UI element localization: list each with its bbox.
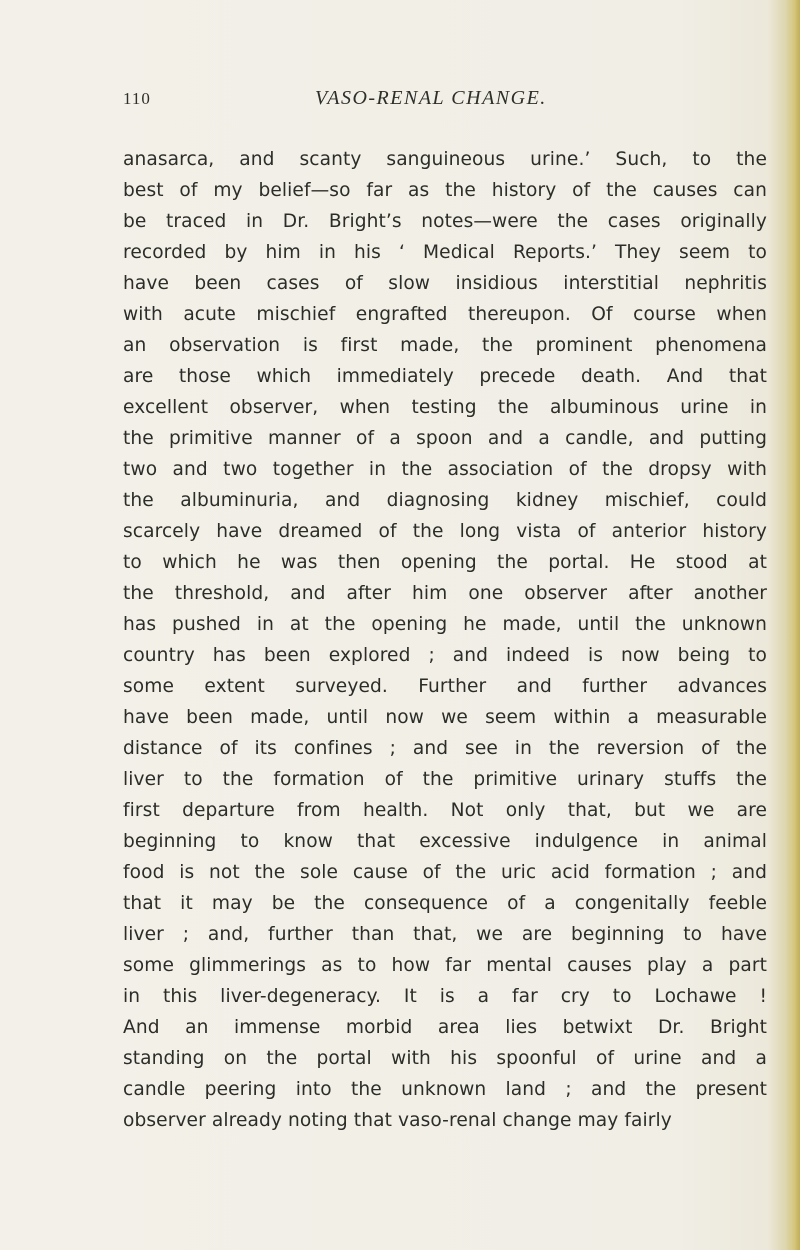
text-line: standing on the portal with his spoonful of urine and a [123, 1048, 767, 1069]
text-line: the albuminuria, and diagnosing kidney mischief, could [123, 490, 767, 511]
text-line: some glimmerings as to how far mental causes play a part [123, 955, 767, 976]
text-line: observer already noting that vaso-renal change may fairly [123, 1110, 672, 1131]
text-line: best of my belief—so far as the history of the causes can [123, 180, 767, 201]
text-line: in this liver-degeneracy. It is a far cry to Lochawe ! [123, 986, 767, 1007]
text-line: the threshold, and after him one observer after another [123, 583, 767, 604]
page-number: 110 [123, 89, 151, 108]
text-line: country has been explored ; and indeed is now being to [123, 645, 767, 666]
text-line: has pushed in at the opening he made, until the unknown [123, 614, 767, 635]
text-line: And an immense morbid area lies betwixt Dr. Bright [123, 1017, 767, 1038]
body-paragraph [123, 144, 767, 1136]
text-line: candle peering into the unknown land ; and the present [123, 1079, 767, 1100]
text-line: be traced in Dr. Bright’s notes—were the cases originally [123, 211, 767, 232]
text-line: to which he was then opening the portal. He stood at [123, 552, 767, 573]
text-line: food is not the sole cause of the uric acid formation ; and [123, 862, 767, 883]
text-line: the primitive manner of a spoon and a candle, and putting [123, 428, 767, 449]
text-line: liver to the formation of the primitive urinary stuffs the [123, 769, 767, 790]
text-line: beginning to know that excessive indulgence in animal [123, 831, 767, 852]
text-line: liver ; and, further than that, we are beginning to have [123, 924, 767, 945]
page-edge-discoloration [786, 0, 800, 1250]
text-line: two and two together in the association of the dropsy with [123, 459, 767, 480]
text-line: first departure from health. Not only that, but we are [123, 800, 767, 821]
text-line: that it may be the consequence of a congenitally feeble [123, 893, 767, 914]
text-line: an observation is first made, the prominent phenomena [123, 335, 767, 356]
text-line: distance of its confines ; and see in the reversion of the [123, 738, 767, 759]
text-line: have been cases of slow insidious interstitial nephritis [123, 273, 767, 294]
text-line: anasarca, and scanty sanguineous urine.’ Such, to the [123, 149, 767, 170]
text-line: excellent observer, when testing the albuminous urine in [123, 397, 767, 418]
page-header [0, 89, 800, 119]
text-line: with acute mischief engrafted thereupon. Of course when [123, 304, 767, 325]
text-line: some extent surveyed. Further and further advances [123, 676, 767, 697]
text-line: recorded by him in his ‘ Medical Reports.’ They seem to [123, 242, 767, 263]
text-line: scarcely have dreamed of the long vista of anterior history [123, 521, 767, 542]
text-line: have been made, until now we seem within a measurable [123, 707, 767, 728]
running-title: VASO-RENAL CHANGE. [315, 87, 547, 109]
text-line: are those which immediately precede death. And that [123, 366, 767, 387]
